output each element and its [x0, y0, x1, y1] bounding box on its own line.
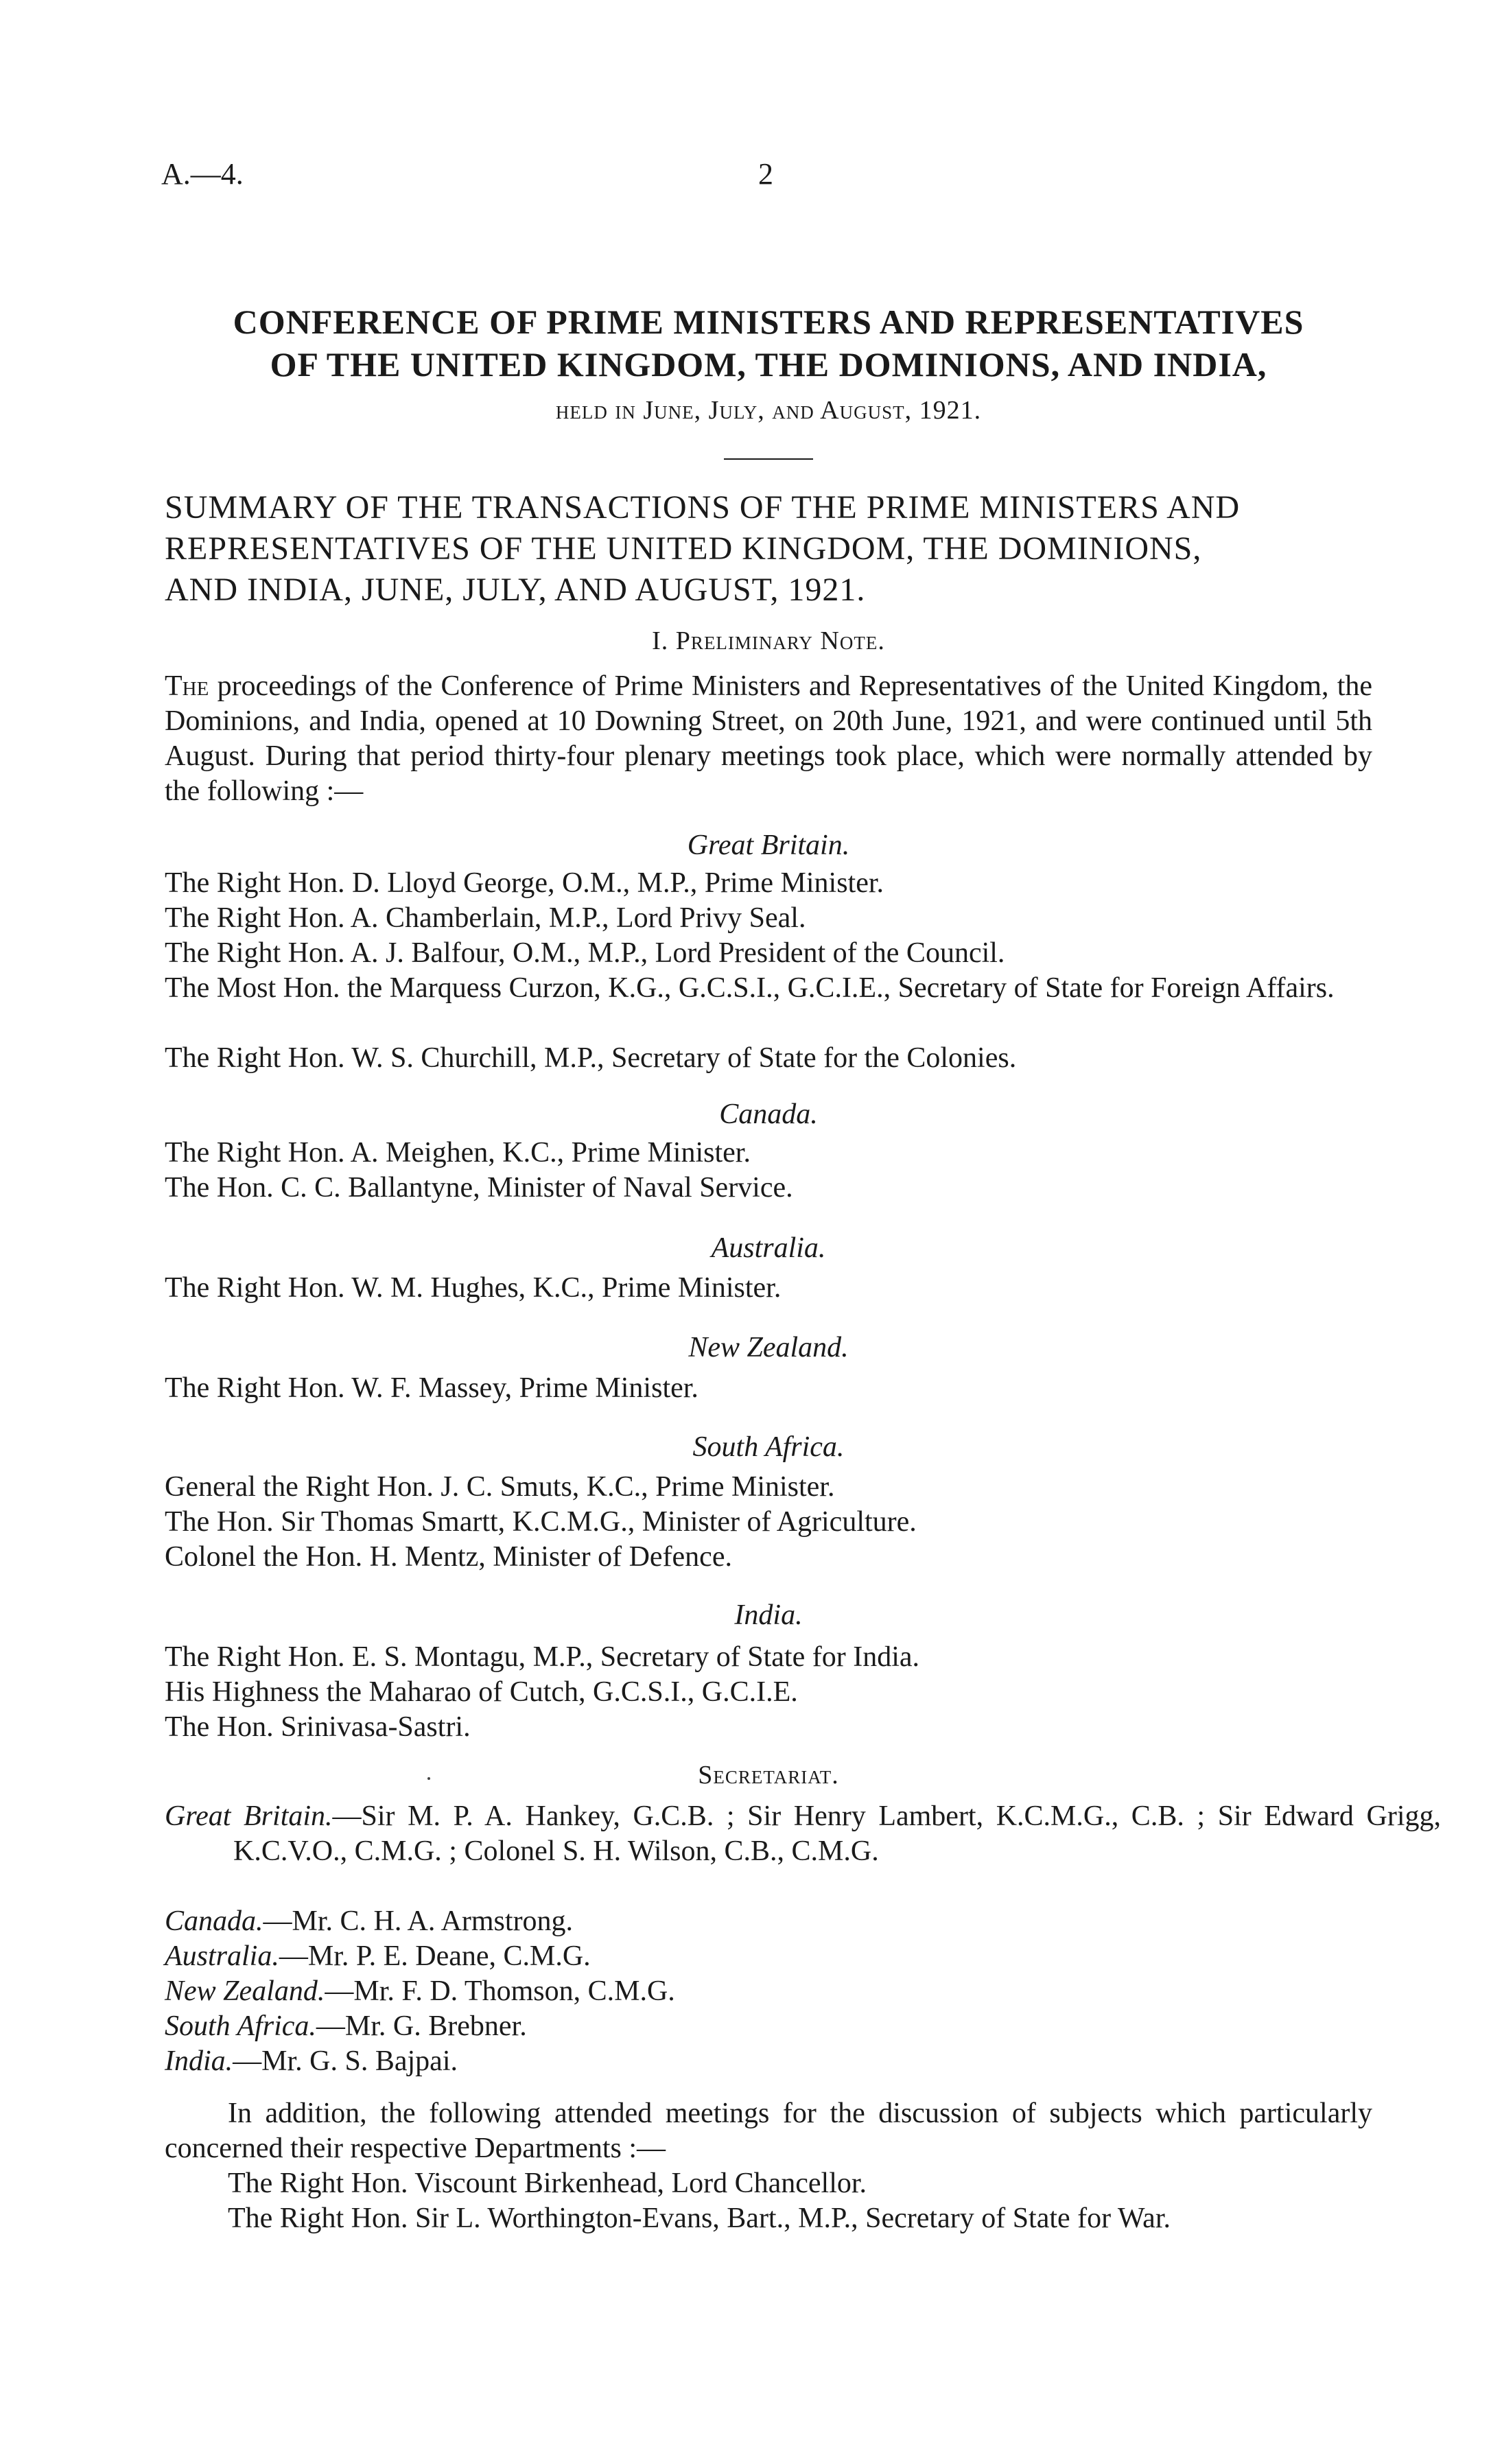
title-line-1: CONFERENCE OF PRIME MINISTERS AND REPRESENTATIVES — [233, 303, 1304, 341]
preliminary-note-heading: I. Preliminary Note. — [652, 626, 885, 655]
running-head-reference: A.—4. — [161, 157, 244, 191]
delegate-line: The Right Hon. A. J. Balfour, O.M., M.P., Lord President of the Council. — [165, 937, 1005, 969]
paragraph-body: proceedings of the Conference of Prime Ministers and Representatives of the United Kingdom, the Dominions, and India, opened at 10 Downing Street, on 20th June, 1921, and were continued until 5th August. During that period thirty-four plenary meetings took place, which were normally attended by the following :— — [165, 670, 1373, 807]
summary-heading — [165, 487, 1448, 611]
delegate-line: General the Right Hon. J. C. Smuts, K.C., Prime Minister. — [165, 1471, 835, 1503]
delegate-line: Colonel the Hon. H. Mentz, Minister of Defence. — [165, 1541, 732, 1573]
additional-attendee: The Right Hon. Sir L. Worthington-Evans, Bart., M.P., Secretary of State for War. — [228, 2203, 1171, 2234]
additional-attendees-intro: In addition, the following attended meetings for the discussion of subjects which particularly concerned their respective Departments :— — [165, 2098, 1372, 2164]
title-line-2: OF THE UNITED KINGDOM, THE DOMINIONS, AND INDIA, — [270, 345, 1267, 384]
summary-line-1: SUMMARY OF THE TRANSACTIONS OF THE PRIME MINISTERS AND — [165, 489, 1241, 526]
secretariat-country: New Zealand. — [165, 1975, 325, 2007]
secretariat-members: —Mr. F. D. Thomson, C.M.G. — [325, 1975, 675, 2007]
secretariat-members: —Mr. G. S. Bajpai. — [233, 2045, 458, 2077]
secretariat-entry — [165, 2044, 1441, 2079]
secretariat-entry — [165, 1974, 1441, 2009]
country-heading-canada: Canada. — [719, 1099, 818, 1130]
secretariat-country: South Africa. — [165, 2010, 316, 2042]
delegate-line: The Hon. C. C. Ballantyne, Minister of Naval Service. — [165, 1172, 793, 1204]
secretariat-members: —Mr. G. Brebner. — [316, 2010, 527, 2042]
secretariat-country: India. — [165, 2045, 233, 2077]
secretariat-members: —Mr. P. E. Deane, C.M.G. — [279, 1940, 591, 1972]
secretariat-country: Australia. — [165, 1940, 279, 1972]
secretariat-country: Great Britain. — [165, 1800, 333, 1832]
secretariat-entry — [165, 1939, 1441, 1974]
secretariat-country: Canada. — [165, 1905, 263, 1937]
delegate-line: The Hon. Sir Thomas Smartt, K.C.M.G., Minister of Agriculture. — [165, 1506, 917, 1538]
conference-title — [165, 301, 1372, 386]
delegate-line: The Most Hon. the Marquess Curzon, K.G., G.C.S.I., G.C.I.E., Secretary of State for Foreign Affairs. — [165, 972, 1335, 1004]
delegate-line: The Right Hon. D. Lloyd George, O.M., M.P., Prime Minister. — [165, 867, 884, 899]
additional-attendee: The Right Hon. Viscount Birkenhead, Lord Chancellor. — [228, 2168, 867, 2199]
delegate-line: The Right Hon. A. Meighen, K.C., Prime Minister. — [165, 1137, 751, 1169]
page-number: 2 — [758, 157, 773, 191]
delegate-line: The Right Hon. E. S. Montagu, M.P., Secretary of State for India. — [165, 1641, 919, 1673]
secretariat-heading: Secretariat. — [698, 1761, 839, 1790]
delegate-line: The Hon. Srinivasa-Sastri. — [165, 1711, 471, 1743]
country-heading-india: India. — [734, 1599, 803, 1631]
delegate-line: The Right Hon. W. S. Churchill, M.P., Secretary of State for the Colonies. — [165, 1042, 1017, 1074]
paragraph-lead-word: The — [165, 670, 209, 702]
country-heading-great-britain: Great Britain. — [687, 830, 850, 861]
summary-line-3: AND INDIA, JUNE, JULY, AND AUGUST, 1921. — [165, 572, 866, 608]
country-heading-new-zealand: New Zealand. — [688, 1332, 849, 1363]
preliminary-note-paragraph — [165, 669, 1372, 809]
secretariat-members: —Mr. C. H. A. Armstrong. — [263, 1905, 574, 1937]
delegate-line: His Highness the Maharao of Cutch, G.C.S.I., G.C.I.E. — [165, 1676, 798, 1708]
country-heading-south-africa: South Africa. — [692, 1431, 845, 1463]
delegate-line: The Right Hon. W. M. Hughes, K.C., Prime Minister. — [165, 1272, 782, 1304]
secretariat-members: —Sir M. P. A. Hankey, G.C.B. ; Sir Henry Lambert, K.C.M.G., C.B. ; Sir Edward Grigg, K.C.V.O., C.M.G. ; Colonel S. H. Wilson, C.B., C.M.G. — [233, 1800, 1441, 1867]
secretariat-entry — [165, 1904, 1441, 1939]
country-heading-australia: Australia. — [711, 1232, 826, 1264]
delegate-line: The Right Hon. W. F. Massey, Prime Minister. — [165, 1372, 698, 1404]
title-divider — [724, 458, 813, 460]
summary-line-2: REPRESENTATIVES OF THE UNITED KINGDOM, THE DOMINIONS, — [165, 530, 1202, 567]
delegate-line: The Right Hon. A. Chamberlain, M.P., Lord Privy Seal. — [165, 902, 806, 934]
conference-dates: held in June, July, and August, 1921. — [555, 396, 982, 425]
secretariat-entry — [165, 2009, 1441, 2044]
secretariat-entry — [165, 1799, 1441, 1869]
